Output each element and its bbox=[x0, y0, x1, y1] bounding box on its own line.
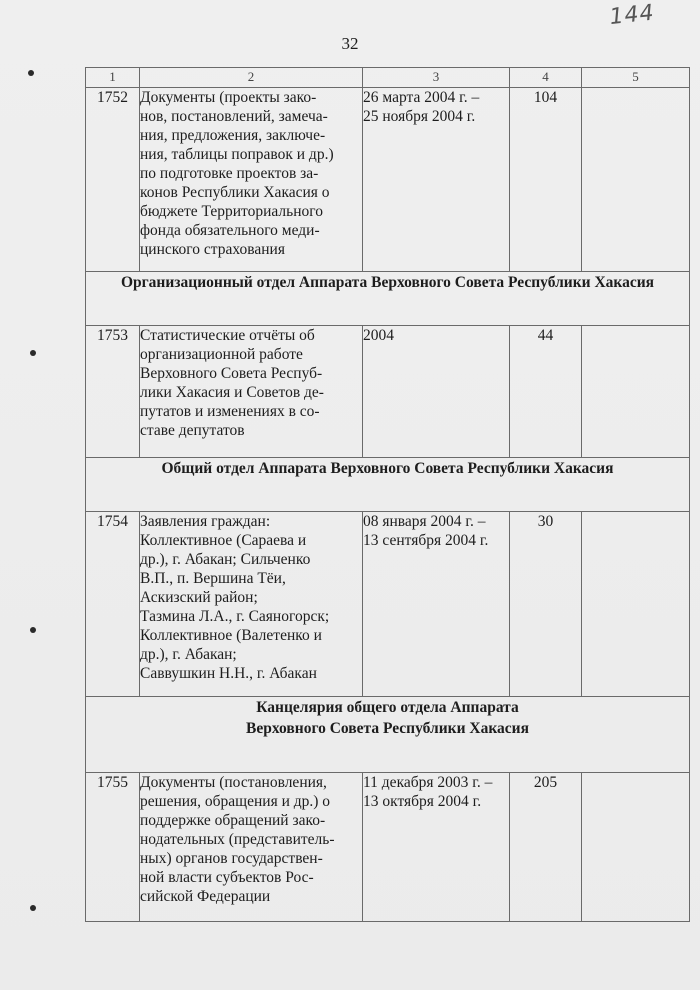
entry-note bbox=[582, 326, 690, 458]
section-heading-line: Организационный отдел Аппарата Верховного Совета Республики Хакасия bbox=[120, 274, 655, 291]
entry-title-line: сийской Федерации bbox=[140, 888, 271, 905]
entry-title bbox=[140, 773, 363, 922]
entry-title-line: нов, постановлений, замеча- bbox=[140, 108, 328, 125]
entry-dates bbox=[363, 512, 510, 697]
inventory-entry-row bbox=[86, 88, 690, 272]
entry-sheet-count: 205 bbox=[510, 773, 582, 922]
section-heading-line: Верховного Совета Республики Хакасия bbox=[246, 720, 529, 737]
entry-title bbox=[140, 326, 363, 458]
column-number-row bbox=[86, 68, 690, 88]
entry-title-line: др.), г. Абакан; Сильченко bbox=[140, 551, 311, 568]
entry-note bbox=[582, 88, 690, 272]
entry-title-line: Верховного Совета Респуб- bbox=[140, 365, 323, 382]
page-number: 32 bbox=[341, 34, 359, 53]
entry-date-line: 13 сентября 2004 г. bbox=[363, 532, 489, 549]
entry-date-line: 26 марта 2004 г. – bbox=[363, 89, 480, 106]
punch-hole-mark bbox=[30, 627, 36, 633]
entry-title-line: бюджете Территориального bbox=[140, 203, 323, 220]
section-heading bbox=[86, 272, 690, 326]
entry-sheet-count: 30 bbox=[510, 512, 582, 697]
entry-note bbox=[582, 512, 690, 697]
entry-title-line: Коллективное (Валетенко и bbox=[140, 627, 322, 644]
entry-date-line: 13 октября 2004 г. bbox=[363, 793, 482, 810]
entry-dates bbox=[363, 773, 510, 922]
inventory-entry-row bbox=[86, 512, 690, 697]
column-header: 1 bbox=[86, 68, 140, 88]
handwritten-folio-number: 144 bbox=[608, 0, 656, 31]
entry-title-line: ных) органов государствен- bbox=[140, 850, 323, 867]
entry-title-line: организационной работе bbox=[140, 346, 303, 363]
entry-title-line: путатов и изменениях в со- bbox=[140, 403, 320, 420]
section-heading bbox=[86, 458, 690, 512]
section-heading-row bbox=[86, 697, 690, 773]
entry-title-line: конов Республики Хакасия о bbox=[140, 184, 330, 201]
column-header: 3 bbox=[363, 68, 510, 88]
inventory-entry-row bbox=[86, 773, 690, 922]
section-heading-row bbox=[86, 272, 690, 326]
entry-sheet-count: 104 bbox=[510, 88, 582, 272]
entry-date-line: 25 ноября 2004 г. bbox=[363, 108, 476, 125]
entry-title-line: нодательных (представитель- bbox=[140, 831, 335, 848]
entry-title-line: Документы (проекты зако- bbox=[140, 89, 317, 106]
entry-title-line: ния, предложения, заключе- bbox=[140, 127, 326, 144]
column-header: 2 bbox=[140, 68, 363, 88]
entry-title bbox=[140, 512, 363, 697]
entry-title-line: цинского страхования bbox=[140, 241, 285, 258]
entry-title-line: В.П., п. Вершина Тёи, bbox=[140, 570, 286, 587]
entry-dates bbox=[363, 88, 510, 272]
entry-title-line: по подготовке проектов за- bbox=[140, 165, 319, 182]
inventory-table bbox=[85, 67, 690, 922]
entry-number: 1755 bbox=[86, 773, 140, 922]
entry-title-line: Заявления граждан: bbox=[140, 513, 271, 530]
entry-title-line: решения, обращения и др.) о bbox=[140, 793, 331, 810]
section-heading-line: Общий отдел Аппарата Верховного Совета Республики Хакасия bbox=[161, 460, 614, 477]
entry-title-line: поддержке обращений зако- bbox=[140, 812, 326, 829]
entry-title-line: лики Хакасия и Советов де- bbox=[140, 384, 324, 401]
entry-note bbox=[582, 773, 690, 922]
entry-title-line: Тазмина Л.А., г. Саяногорск; bbox=[140, 608, 330, 625]
section-heading-line: Канцелярия общего отдела Аппарата bbox=[256, 699, 519, 716]
punch-hole-mark bbox=[30, 905, 36, 911]
entry-title-line: ставе депутатов bbox=[140, 422, 245, 439]
entry-title-line: Аскизский район; bbox=[140, 589, 258, 606]
column-header: 4 bbox=[510, 68, 582, 88]
entry-title-line: др.), г. Абакан; bbox=[140, 646, 237, 663]
entry-title-line: Коллективное (Сараева и bbox=[140, 532, 307, 549]
punch-hole-mark bbox=[28, 70, 34, 76]
entry-date-line: 2004 bbox=[363, 327, 394, 344]
entry-date-line: 08 января 2004 г. – bbox=[363, 513, 486, 530]
entry-date-line: 11 декабря 2003 г. – bbox=[363, 774, 493, 791]
entry-title-line: Документы (постановления, bbox=[140, 774, 327, 791]
entry-title-line: ной власти субъектов Рос- bbox=[140, 869, 314, 886]
entry-title-line: Саввушкин Н.Н., г. Абакан bbox=[140, 665, 317, 682]
section-heading bbox=[86, 697, 690, 773]
entry-number: 1753 bbox=[86, 326, 140, 458]
section-heading-row bbox=[86, 458, 690, 512]
entry-title-line: Статистические отчёты об bbox=[140, 327, 315, 344]
entry-number: 1752 bbox=[86, 88, 140, 272]
inventory-entry-row bbox=[86, 326, 690, 458]
entry-number: 1754 bbox=[86, 512, 140, 697]
entry-title bbox=[140, 88, 363, 272]
punch-hole-mark bbox=[30, 350, 36, 356]
entry-sheet-count: 44 bbox=[510, 326, 582, 458]
column-header: 5 bbox=[582, 68, 690, 88]
entry-title-line: ния, таблицы поправок и др.) bbox=[140, 146, 334, 163]
entry-dates bbox=[363, 326, 510, 458]
entry-title-line: фонда обязательного меди- bbox=[140, 222, 320, 239]
